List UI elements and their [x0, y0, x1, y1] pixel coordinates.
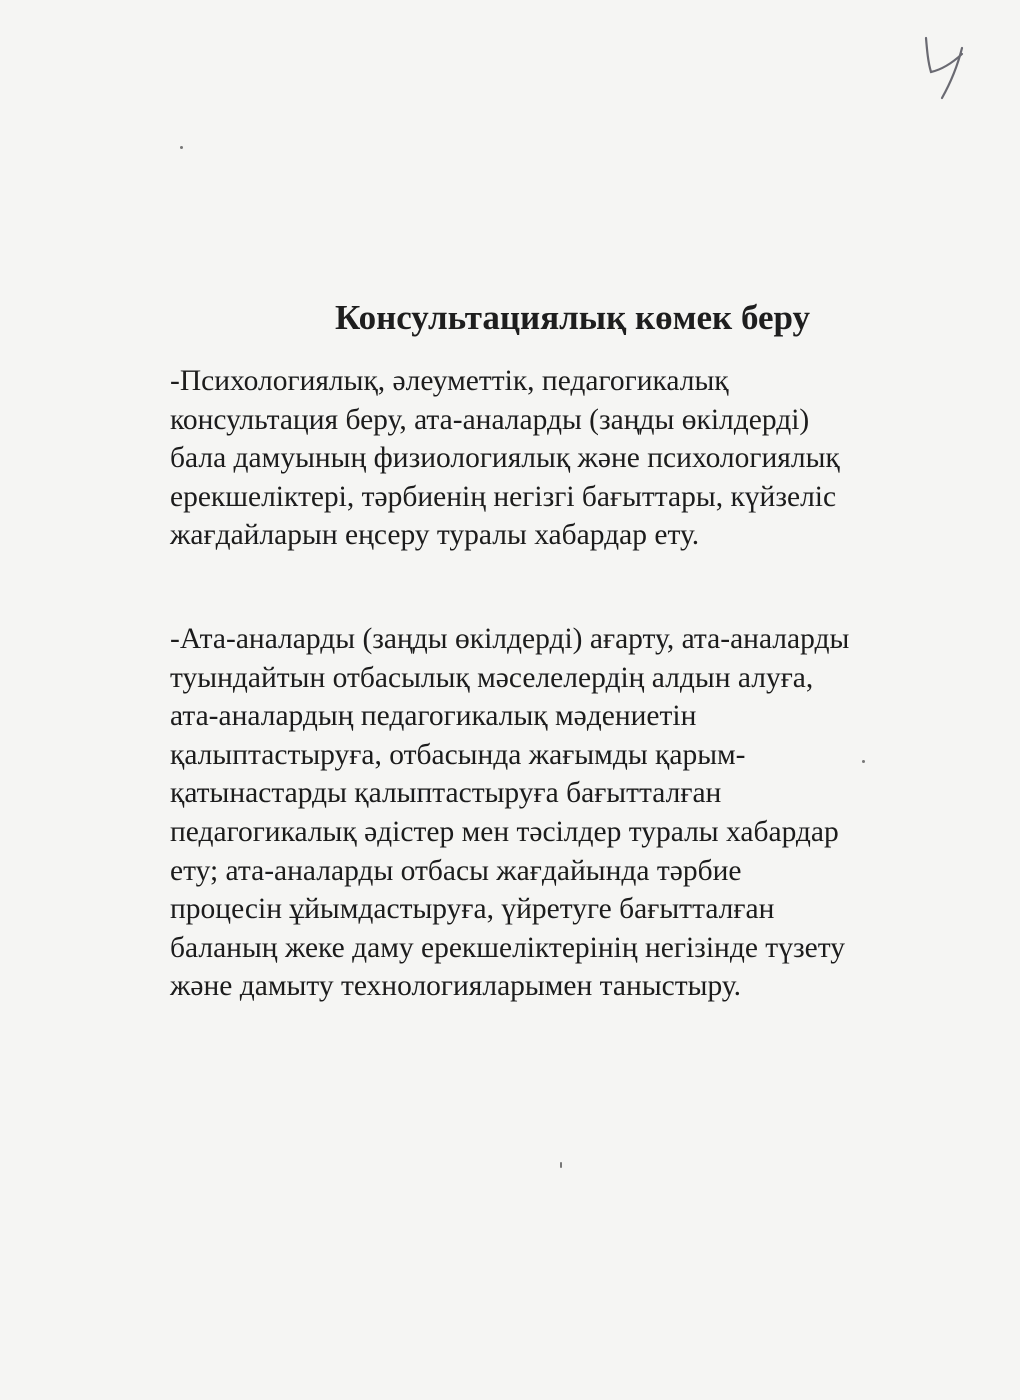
paragraph-education [170, 620, 970, 1006]
paragraph-line: қалыптастыруға, отбасында жағымды қарым- [170, 738, 746, 771]
scan-speck [180, 146, 183, 149]
paragraph-line: процесін ұйымдастыруға, үйретуге бағытталған [170, 893, 775, 926]
paragraph-line: бала дамуының физиологиялық және психологиялық [170, 442, 840, 475]
paragraph-line: консультация беру, ата-аналарды (заңды өкілдерді) [170, 403, 810, 436]
scan-speck [560, 1162, 562, 1168]
paragraph-line: ата-аналардың педагогикалық мәдениетін [170, 700, 697, 733]
paragraph-line: туындайтын отбасылық мәселелердің алдын алуға, [170, 661, 814, 694]
paragraph-line: және дамыту технологияларымен таныстыру. [170, 970, 741, 1003]
paragraph-line: жағдайларын еңсеру туралы хабардар ету. [170, 519, 700, 552]
handwritten-page-number [918, 32, 978, 102]
paragraph-consultation [170, 362, 970, 555]
paragraph-line: ерекшеліктері, тәрбиенің негізгі бағыттары, күйзеліс [170, 480, 837, 513]
paragraph-line: қатынастарды қалыптастыруға бағытталған [170, 777, 722, 810]
document-title: Консультациялық көмек беру [334, 298, 811, 337]
paragraph-line: -Психологиялық, әлеуметтік, педагогикалық [170, 365, 729, 397]
paragraph-line: -Ата-аналарды (заңды өкілдерді) ағарту, ата-аналарды [170, 623, 850, 655]
paragraph-line: педагогикалық әдістер мен тәсілдер туралы хабардар [170, 815, 839, 848]
paragraph-line: баланың жеке даму ерекшеліктерінің негізінде түзету [170, 931, 845, 964]
handwritten-number-four-icon [918, 32, 978, 102]
paragraph-line: ету; ата-аналарды отбасы жағдайында тәрбие [170, 854, 742, 887]
